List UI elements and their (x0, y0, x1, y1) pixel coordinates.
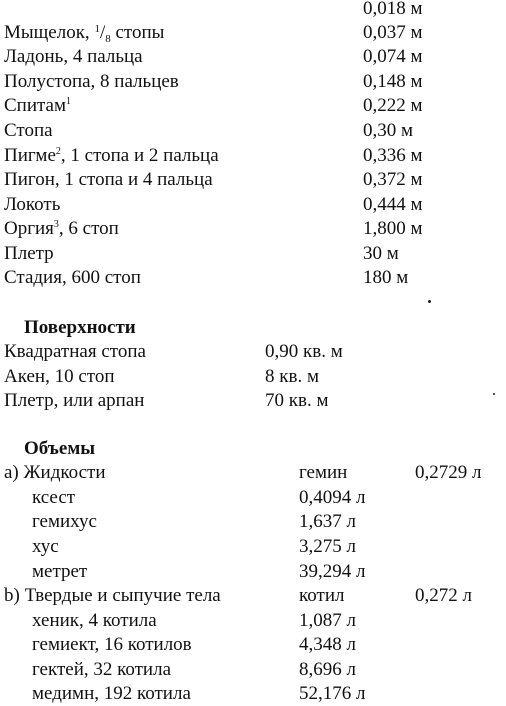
length-value: 0,074 м (363, 46, 423, 67)
volume-group-title: b) Твердые и сыпучие тела (4, 585, 221, 606)
length-label: Локоть (4, 194, 61, 215)
volume-value: 8,696 л (299, 659, 356, 680)
surface-value: 70 кв. м (265, 390, 329, 411)
length-value: 1,800 м (363, 218, 423, 239)
volume-unit-value: 0,2729 л (415, 462, 482, 483)
volume-unit-name: котил (299, 585, 345, 606)
volume-value: 39,294 л (299, 561, 366, 582)
volume-label: гектей, 32 котила (32, 659, 172, 680)
footnote-marker: 1 (66, 96, 72, 107)
print-speck (428, 300, 431, 303)
length-value: 0,222 м (363, 95, 423, 116)
length-value: 0,018 м (363, 0, 423, 19)
length-value: 0,444 м (363, 194, 423, 215)
volume-value: 1,087 л (299, 610, 356, 631)
length-value: 0,148 м (363, 71, 423, 92)
volume-label: хеник, 4 котила (32, 610, 157, 631)
volume-value: 0,4094 л (299, 487, 366, 508)
length-label: Оргия$^3$, 6 стоп (4, 218, 119, 239)
volume-group-title: a) Жидкости (4, 462, 106, 483)
volume-value: 52,176 л (299, 683, 366, 704)
length-label: Ладонь, 4 пальца (4, 46, 143, 67)
length-label: Пигме$^2$, 1 стопа и 2 пальца (4, 145, 219, 166)
footnote-marker: 2 (55, 146, 61, 157)
length-value: 180 м (363, 267, 409, 288)
volume-label: гемихус (32, 511, 97, 532)
length-value: 0,372 м (363, 169, 423, 190)
length-label: Плетр (4, 243, 54, 264)
length-label: Спитам$^1$ (4, 95, 72, 116)
surface-label: Квадратная стопа (4, 341, 146, 362)
length-value: 0,336 м (363, 145, 423, 166)
volume-unit-value: 0,272 л (415, 585, 472, 606)
length-value: 30 м (363, 243, 399, 264)
surface-value: 8 кв. м (265, 366, 319, 387)
length-label: Мыщелок, $^1/_8$ стопы (4, 22, 165, 45)
surface-label: Акен, 10 стоп (4, 366, 115, 387)
volume-label: гемиект, 16 котилов (32, 634, 192, 655)
volume-value: 3,275 л (299, 536, 356, 557)
surface-value: 0,90 кв. м (265, 341, 343, 362)
volume-label: ксест (32, 487, 76, 508)
length-label: Полустопа, 8 пальцев (4, 71, 179, 92)
volume-value: 1,637 л (299, 511, 356, 532)
length-label: Стопа (4, 120, 53, 141)
volume-label: хус (32, 536, 59, 557)
length-value: 0,037 м (363, 22, 423, 43)
length-value: 0,30 м (363, 120, 414, 141)
volume-label: медимн, 192 котила (32, 683, 191, 704)
volume-label: метрет (32, 561, 88, 582)
footnote-marker: 3 (53, 219, 59, 230)
volume-unit-name: гемин (299, 462, 348, 483)
length-label: Пигон, 1 стопа и 4 пальца (4, 169, 213, 190)
surface-label: Плетр, или арпан (4, 390, 145, 411)
length-label: Стадия, 600 стоп (4, 267, 141, 288)
fraction-one-eighth: $^1/_8$ (94, 22, 111, 45)
print-speck (493, 393, 495, 395)
volume-value: 4,348 л (299, 634, 356, 655)
